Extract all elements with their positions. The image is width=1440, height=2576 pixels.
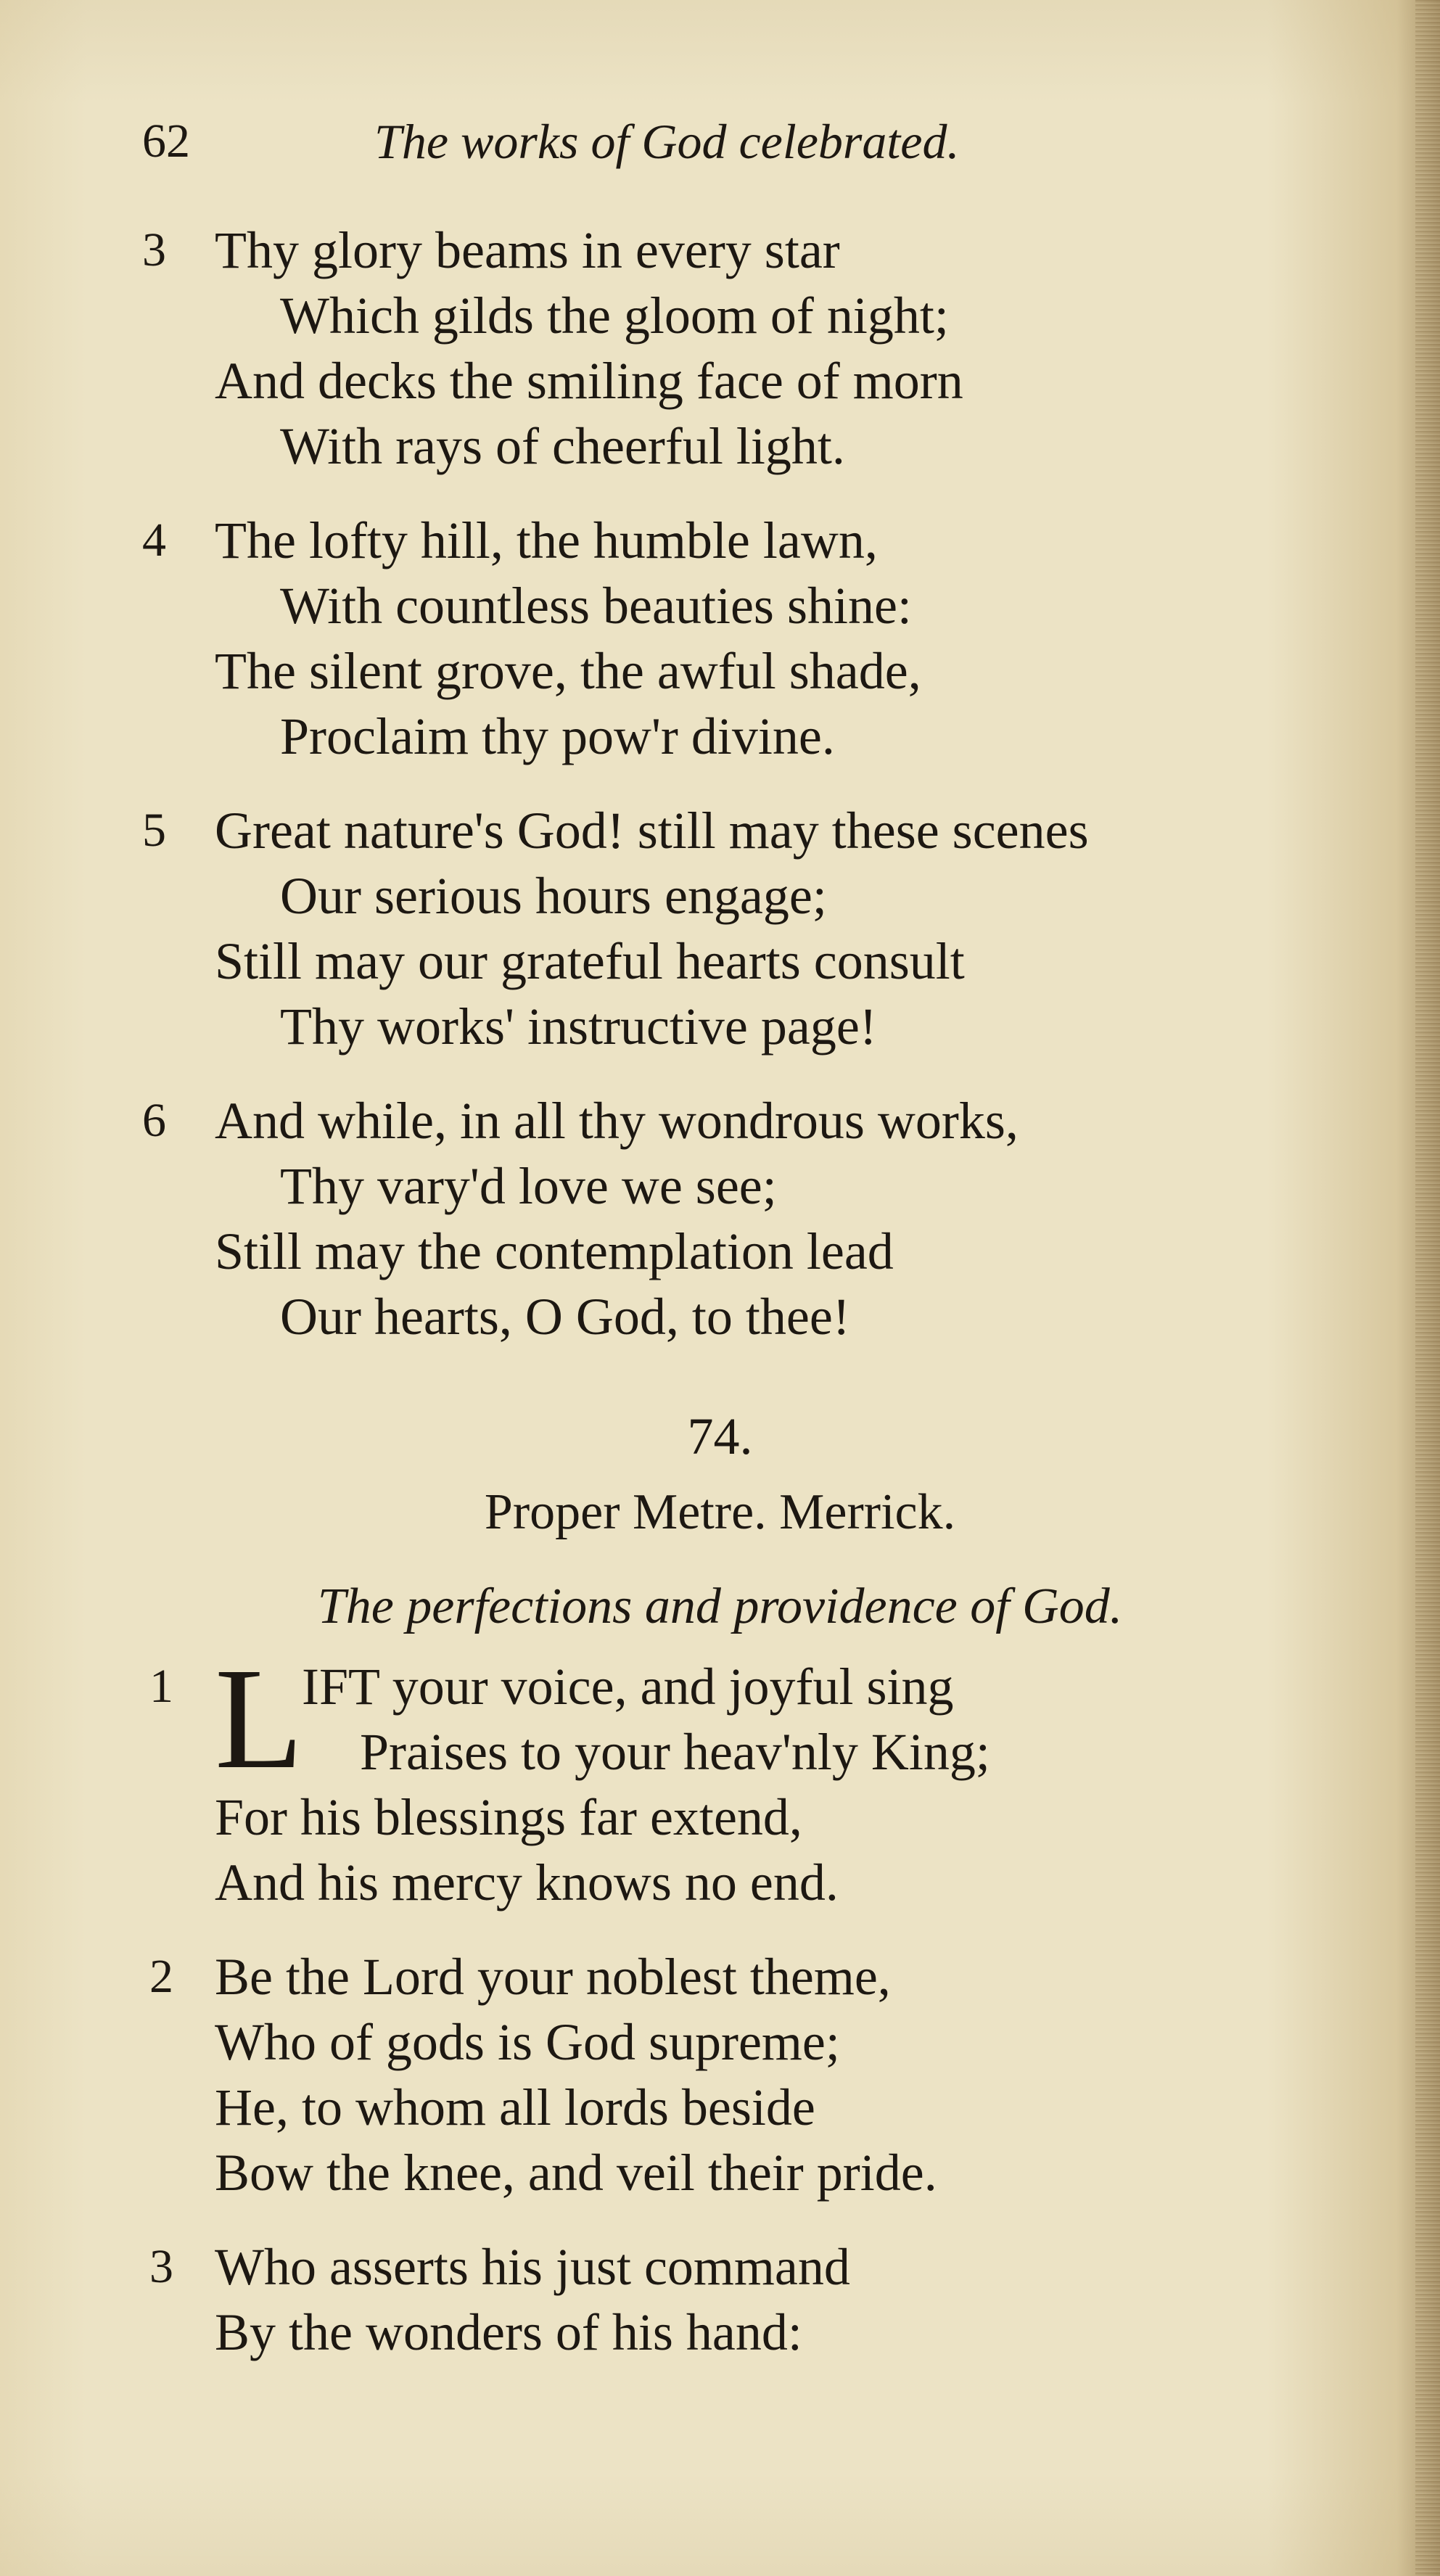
- verse-line: Be the Lord your noblest theme,: [215, 1948, 891, 2006]
- verse-line: Thy vary'd love we see;: [280, 1157, 777, 1215]
- verse-line: Praises to your heav'nly King;: [360, 1723, 990, 1781]
- hymn-metre-author: Proper Metre. Merrick.: [484, 1484, 956, 1540]
- stanza-number: 3: [149, 2240, 173, 2293]
- verse-line: And while, in all thy wondrous works,: [215, 1092, 1019, 1150]
- stanza-number: 4: [142, 514, 166, 567]
- verse-line: Great nature's God! still may these scenes: [215, 802, 1089, 860]
- hymn-subject: The perfections and providence of God.: [317, 1579, 1123, 1634]
- verse-line: Who of gods is God supreme;: [215, 2013, 840, 2071]
- stanza-number: 2: [149, 1950, 173, 2003]
- drop-cap: L: [215, 1639, 304, 1799]
- stanza-number: 1: [149, 1660, 173, 1713]
- stanza-number: 6: [142, 1094, 166, 1147]
- running-title: The works of God celebrated.: [374, 114, 960, 169]
- verse-line: For his blessings far extend,: [215, 1788, 802, 1846]
- page-edge: [1415, 0, 1440, 2576]
- verse-line: With rays of cheerful light.: [280, 417, 845, 475]
- verse-line: Still may the contemplation lead: [215, 1222, 894, 1280]
- verse-line: Bow the knee, and veil their pride.: [215, 2144, 937, 2202]
- verse-line: Our serious hours engage;: [280, 867, 827, 925]
- verse-line: Thy works' instructive page!: [280, 997, 877, 1055]
- verse-line: IFT your voice, and joyful sing: [302, 1658, 954, 1716]
- verse-line: Still may our grateful hearts consult: [215, 932, 965, 990]
- stanza-number: 3: [142, 223, 166, 276]
- verse-line: And decks the smiling face of morn: [215, 352, 963, 410]
- page-number: 62: [142, 115, 190, 168]
- verse-line: By the wonders of his hand:: [215, 2303, 802, 2361]
- hymn-number: 74.: [687, 1407, 753, 1465]
- verse-line: Which gilds the gloom of night;: [280, 287, 949, 345]
- verse-line: And his mercy knows no end.: [215, 1853, 839, 1912]
- verse-line: The lofty hill, the humble lawn,: [215, 511, 878, 569]
- page-header: [142, 109, 1158, 174]
- verse-line: Thy glory beams in every star: [215, 221, 840, 279]
- verse-line: The silent grove, the awful shade,: [215, 642, 921, 700]
- verse-line: Proclaim thy pow'r divine.: [280, 707, 835, 765]
- stanza-number: 5: [142, 804, 166, 857]
- verse-line: Who asserts his just command: [215, 2238, 850, 2296]
- verse-line: Our hearts, O God, to thee!: [280, 1288, 850, 1346]
- verse-line: He, to whom all lords beside: [215, 2078, 815, 2136]
- verse-line: With countless beauties shine:: [280, 577, 912, 635]
